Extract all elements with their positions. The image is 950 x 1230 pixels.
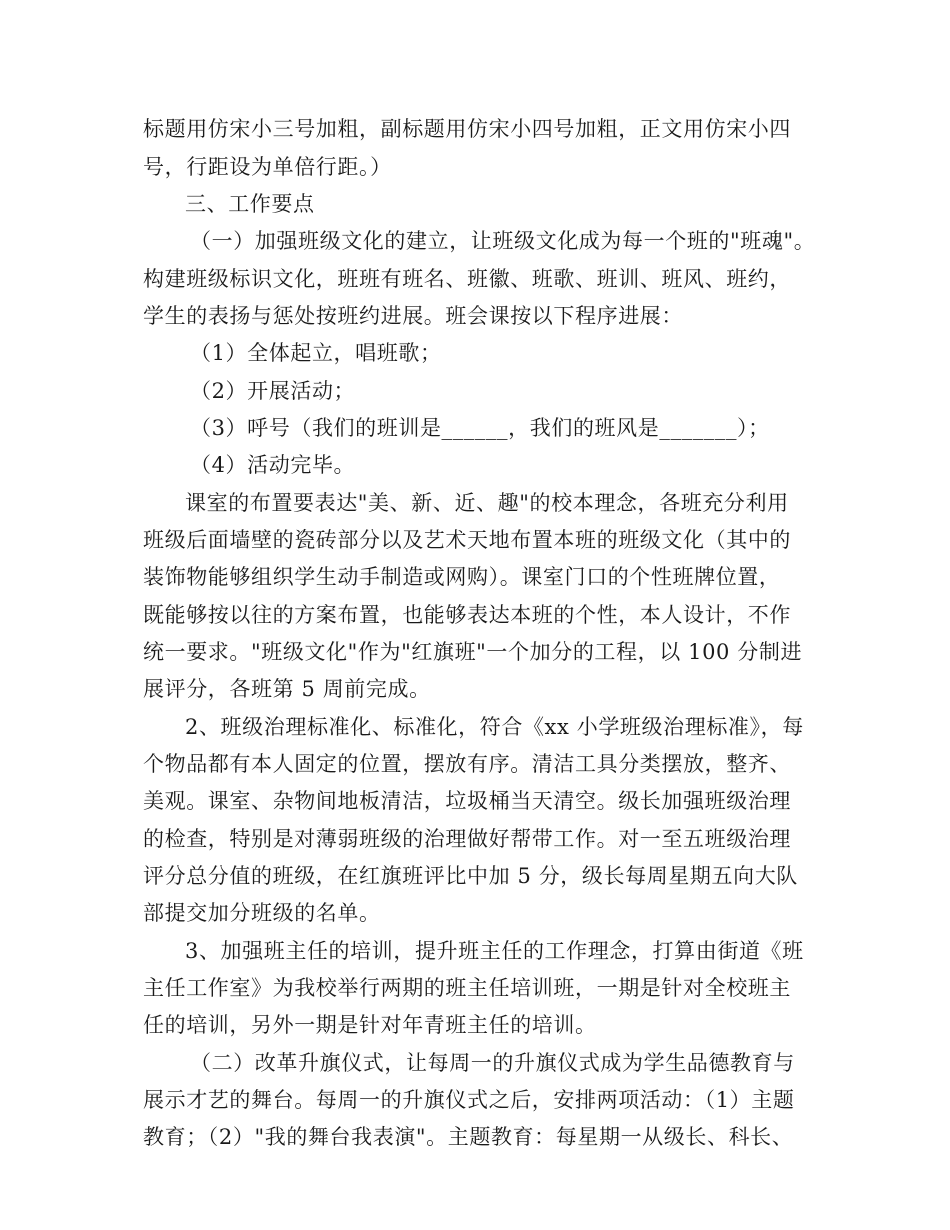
paragraph-line: 展评分，各班第 5 周前完成。 xyxy=(143,677,431,701)
subsection-heading: （二）改革升旗仪式，让每周一的升旗仪式成为学生品德教育与 xyxy=(190,1051,795,1075)
list-item: （4）活动完毕。 xyxy=(190,453,356,477)
paragraph-line: 课室的布置要表达"美、新、近、趣"的校本理念，各班充分利用 xyxy=(185,491,789,515)
paragraph-line: 3、加强班主任的培训，提升班主任的工作理念，打算由街道《班 xyxy=(185,939,804,963)
paragraph-line: 部提交加分班级的名单。 xyxy=(143,901,381,925)
paragraph-line: 班级后面墙壁的瓷砖部分以及艺术天地布置本班的班级文化（其中的 xyxy=(143,528,791,552)
paragraph-line: 统一要求。"班级文化"作为"红旗班"一个加分的工程，以 100 分制进 xyxy=(143,640,803,664)
paragraph-line: 的检查，特别是对薄弱班级的治理做好帮带工作。对一至五班级治理 xyxy=(143,827,791,851)
list-item: （2）开展活动； xyxy=(190,379,356,403)
paragraph-line: 教育；（2）"我的舞台我表演"。主题教育：每星期一从级长、科长、 xyxy=(143,1125,794,1149)
paragraph-line: 号，行距设为单倍行距。） xyxy=(143,155,392,179)
paragraph-line: 个物品都有本人固定的位置，摆放有序。清洁工具分类摆放，整齐、 xyxy=(143,752,791,776)
paragraph-line: 标题用仿宋小三号加粗，副标题用仿宋小四号加粗，正文用仿宋小四 xyxy=(143,117,791,141)
list-item: （1）全体起立，唱班歌； xyxy=(190,341,442,365)
paragraph-line: 展示才艺的舞台。每周一的升旗仪式之后，安排两项活动：（1）主题 xyxy=(143,1088,795,1112)
paragraph-line: 主任工作室》为我校举行两期的班主任培训班，一期是针对全校班主 xyxy=(143,976,791,1000)
paragraph-line: 既能够按以往的方案布置，也能够表达本班的个性，本人设计，不作 xyxy=(143,603,791,627)
paragraph-line: 学生的表扬与惩处按班约进展。班会课按以下程序进展： xyxy=(143,304,683,328)
paragraph-line: 任的培训，另外一期是针对年青班主任的培训。 xyxy=(143,1013,597,1037)
paragraph-line: 2、班级治理标准化、标准化，符合《xx 小学班级治理标准》，每 xyxy=(185,715,804,739)
paragraph-line: 美观。课室、杂物间地板清洁，垃圾桶当天清空。级长加强班级治理 xyxy=(143,789,791,813)
paragraph-line: 装饰物能够组织学生动手制造或网购）。课室门口的个性班牌位置， xyxy=(143,565,781,589)
subsection-heading: （一）加强班级文化的建立，让班级文化成为每一个班的"班魂"。 xyxy=(190,229,816,253)
paragraph-line: 评分总分值的班级，在红旗班评比中加 5 分，级长每周星期五向大队 xyxy=(143,864,798,888)
paragraph-line: 构建班级标识文化，班班有班名、班徽、班歌、班训、班风、班约， xyxy=(143,267,791,291)
section-heading: 三、工作要点 xyxy=(185,192,315,216)
list-item: （3）呼号（我们的班训是______，我们的班风是_______）； xyxy=(190,416,770,440)
